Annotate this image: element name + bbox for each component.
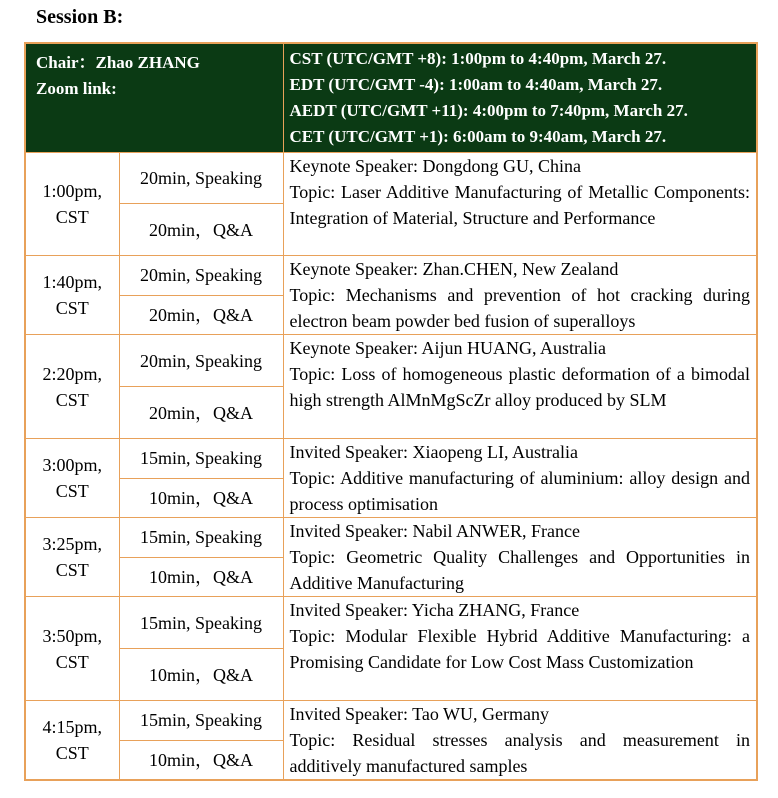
slot-zone: CST [55,651,89,672]
speaking-duration: 20min, Speaking [119,335,283,387]
slot-time-cell [25,518,119,597]
topic-line: Topic: Geometric Quality Challenges and Opportunities in Additive Manufacturing [289,547,751,593]
table-row [25,335,757,387]
speaker-line: Invited Speaker: Tao WU, Germany [289,704,550,724]
qa-duration: 10min，Q&A [119,649,283,701]
topic-line: Topic: Mechanisms and prevention of hot cracking during electron beam powder bed fusion of superalloys [289,285,751,331]
topic-line: Topic: Laser Additive Manufacturing of Metallic Components: Integration of Material, Structure and Performance [289,182,751,228]
talk-cell [283,439,757,518]
table-row [25,518,757,558]
schedule-table [24,42,758,781]
slot-time-cell [25,439,119,518]
zoom-link-line[interactable]: Zoom link: [36,79,117,98]
topic-line: Topic: Residual stresses analysis and measurement in additively manufactured samples [289,730,751,776]
timezone-cst: CST (UTC/GMT +8): 1:00pm to 4:40pm, March 27. [289,49,667,68]
qa-duration: 20min，Q&A [119,295,283,335]
speaker-line: Keynote Speaker: Aijun HUANG, Australia [289,338,606,358]
speaking-duration: 20min, Speaking [119,256,283,296]
talk-cell [283,701,757,781]
topic-line: Topic: Loss of homogeneous plastic deformation of a bimodal high strength AlMnMgScZr alloy produced by SLM [289,364,751,410]
slot-time-cell [25,256,119,335]
slot-time: 2:20pm, [42,363,102,384]
qa-duration: 20min，Q&A [119,204,283,256]
slot-zone: CST [55,560,89,580]
talk-cell [283,335,757,439]
speaking-duration: 15min, Speaking [119,701,283,741]
slot-time: 3:50pm, [42,625,102,646]
slot-zone: CST [55,481,89,501]
chair-cell [25,43,283,153]
qa-duration: 10min，Q&A [119,557,283,597]
qa-duration: 20min，Q&A [119,387,283,439]
table-row [25,597,757,649]
speaking-duration: 15min, Speaking [119,439,283,479]
slot-time: 3:25pm, [42,534,102,554]
slot-time: 4:15pm, [42,717,102,737]
slot-time: 3:00pm, [42,455,102,475]
slot-zone: CST [55,743,89,763]
speaking-duration: 15min, Speaking [119,597,283,649]
topic-line: Topic: Modular Flexible Hybrid Additive Manufacturing: a Promising Candidate for Low Cost Mass Customization [289,626,751,672]
timezone-edt: EDT (UTC/GMT -4): 1:00am to 4:40am, March 27. [289,75,663,94]
chair-line: Chair：Zhao ZHANG [36,53,200,72]
slot-time-cell [25,335,119,439]
table-row [25,439,757,479]
slot-time: 1:00pm, [42,181,102,201]
talk-cell [283,153,757,256]
table-row [25,701,757,741]
speaker-line: Invited Speaker: Xiaopeng LI, Australia [289,442,578,462]
slot-time: 1:40pm, [42,272,102,292]
timezone-cet: CET (UTC/GMT +1): 6:00am to 9:40am, March 27. [289,127,667,146]
schedule-header-row [25,43,757,153]
speaking-duration: 15min, Speaking [119,518,283,558]
talk-cell [283,256,757,335]
slot-zone: CST [55,298,89,318]
timezone-cell [283,43,757,153]
slot-time-cell [25,153,119,256]
table-row [25,153,757,204]
qa-duration: 10min，Q&A [119,740,283,780]
slot-time-cell [25,701,119,781]
topic-line: Topic: Additive manufacturing of aluminium: alloy design and process optimisation [289,468,751,514]
speaking-duration: 20min, Speaking [119,153,283,204]
speaker-line: Keynote Speaker: Zhan.CHEN, New Zealand [289,259,619,279]
slot-time-cell [25,597,119,701]
speaker-line: Invited Speaker: Yicha ZHANG, France [289,600,580,620]
slot-zone: CST [55,207,89,227]
speaker-line: Keynote Speaker: Dongdong GU, China [289,156,581,176]
qa-duration: 10min，Q&A [119,478,283,518]
slot-zone: CST [55,389,89,410]
talk-cell [283,518,757,597]
table-row [25,256,757,296]
timezone-aedt: AEDT (UTC/GMT +11): 4:00pm to 7:40pm, March 27. [289,101,688,120]
talk-cell [283,597,757,701]
speaker-line: Invited Speaker: Nabil ANWER, France [289,521,580,541]
session-title: Session B: [36,6,124,28]
